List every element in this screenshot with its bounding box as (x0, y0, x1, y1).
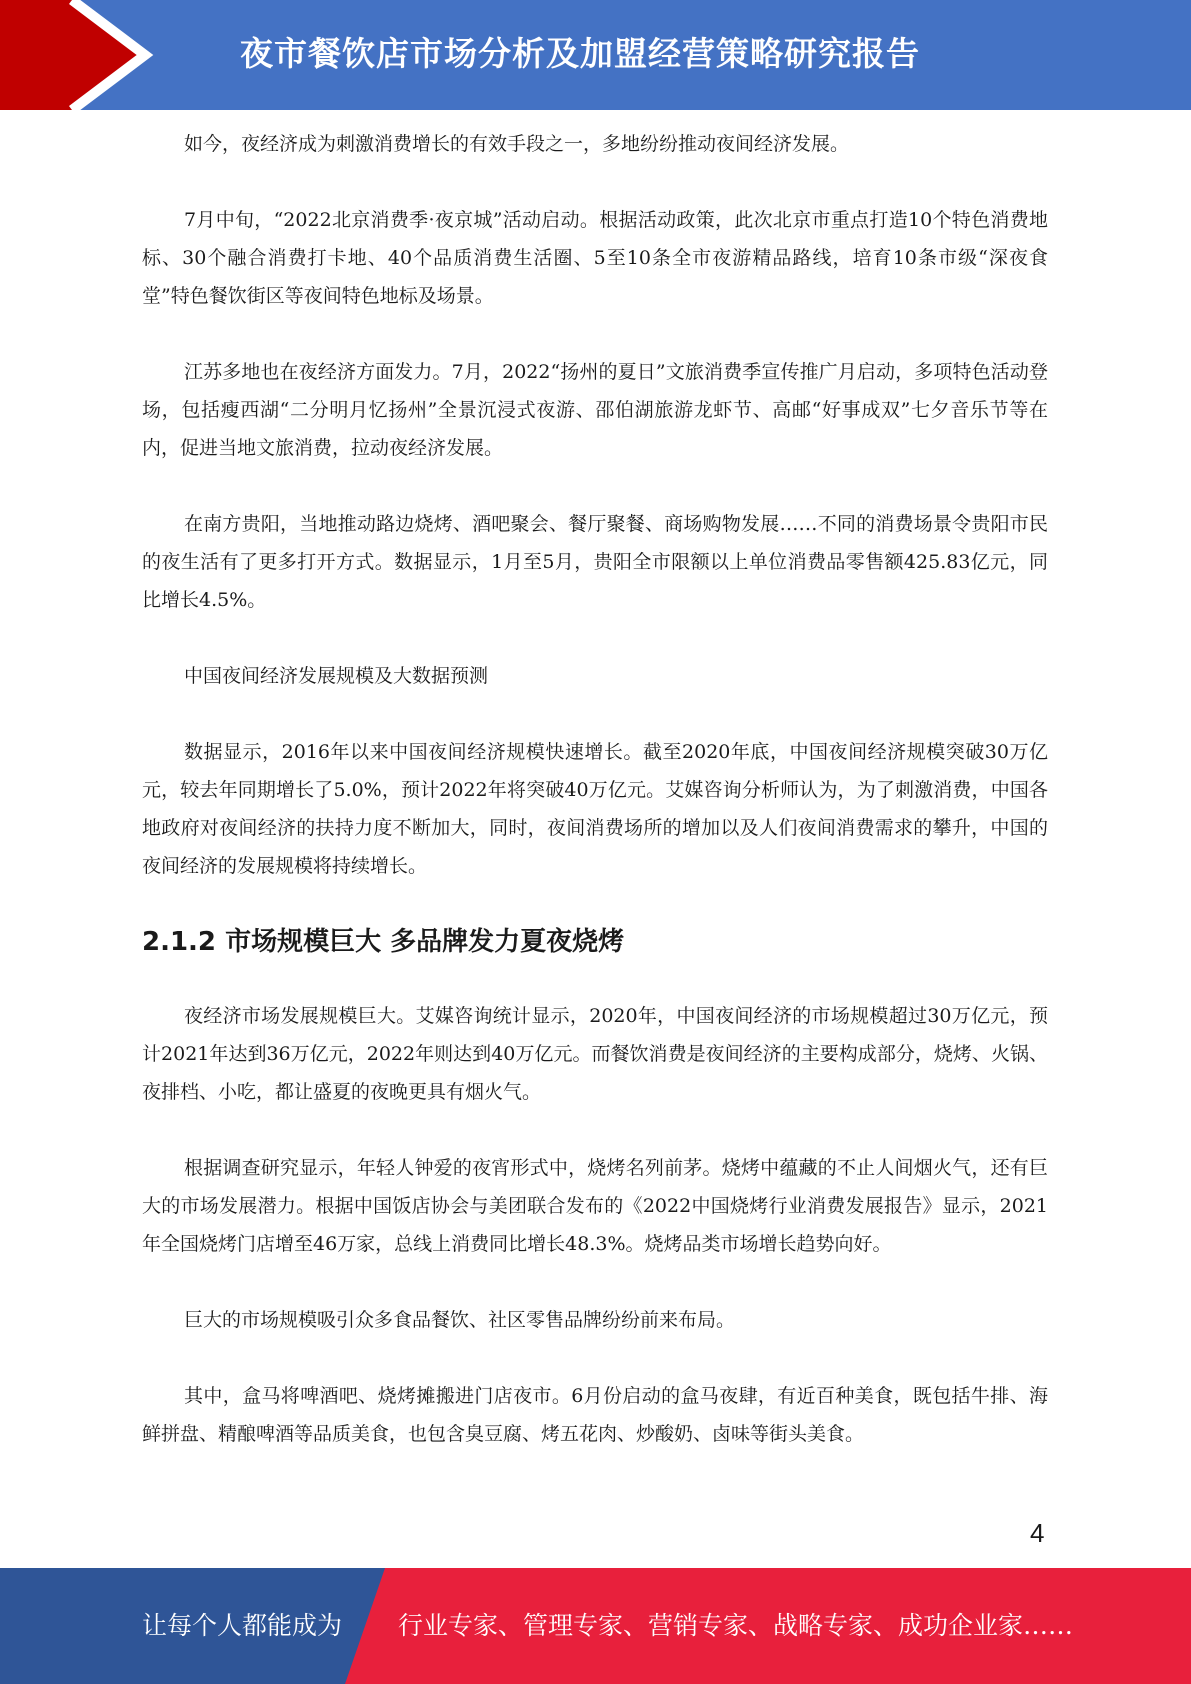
paragraph: 7月中旬，“2022北京消费季·夜京城”活动启动。根据活动政策，此次北京市重点打造10个特色消费地标、30个融合消费打卡地、40个品质消费生活圈、5至10条全市夜游精品路线，培育10条市级“深夜食堂”特色餐饮街区等夜间特色地标及场景。 (142, 209, 1048, 307)
page-footer (0, 1568, 1191, 1684)
page-number: 4 (1030, 1518, 1045, 1548)
paragraph: 在南方贵阳，当地推动路边烧烤、酒吧聚会、餐厅聚餐、商场购物发展……不同的消费场景令贵阳市民的夜生活有了更多打开方式。数据显示，1月至5月，贵阳全市限额以上单位消费品零售额425.83亿元，同比增长4.5%。 (142, 513, 1048, 611)
paragraph: 数据显示，2016年以来中国夜间经济规模快速增长。截至2020年底，中国夜间经济规模突破30万亿元，较去年同期增长了5.0%，预计2022年将突破40万亿元。艾媒咨询分析师认为，为了刺激消费，中国各地政府对夜间经济的扶持力度不断加大，同时，夜间消费场所的增加以及人们夜间消费需求的攀升，中国的夜间经济的发展规模将持续增长。 (142, 741, 1048, 877)
paragraph: 如今，夜经济成为刺激消费增长的有效手段之一，多地纷纷推动夜间经济发展。 (184, 133, 850, 155)
paragraph: 其中，盒马将啤酒吧、烧烤摊搬进门店夜市。6月份启动的盒马夜肆，有近百种美食，既包括牛排、海鲜拼盘、精酿啤酒等品质美食，也包含臭豆腐、烤五花肉、炒酸奶、卤味等街头美食。 (142, 1385, 1048, 1445)
report-title: 夜市餐饮店市场分析及加盟经营策略研究报告 (240, 34, 920, 73)
footer-slogan-left: 让每个人都能成为 (142, 1611, 343, 1640)
document-body (142, 125, 1048, 1491)
section-heading: 2.1.2 市场规模巨大 多品牌发力夏夜烧烤 (142, 927, 625, 957)
paragraph: 根据调查研究显示，年轻人钟爱的夜宵形式中，烧烤名列前茅。烧烤中蕴藏的不止人间烟火气，还有巨大的市场发展潜力。根据中国饭店协会与美团联合发布的《2022中国烧烤行业消费发展报告》显示，2021年全国烧烤门店增至46万家，总线上消费同比增长48.3%。烧烤品类市场增长趋势向好。 (142, 1157, 1048, 1255)
page-header (0, 0, 1191, 110)
paragraph: 夜经济市场发展规模巨大。艾媒咨询统计显示，2020年，中国夜间经济的市场规模超过30万亿元，预计2021年达到36万亿元，2022年则达到40万亿元。而餐饮消费是夜间经济的主要构成部分，烧烤、火锅、夜排档、小吃，都让盛夏的夜晚更具有烟火气。 (142, 1005, 1048, 1103)
paragraph: 中国夜间经济发展规模及大数据预测 (184, 665, 489, 687)
footer-slogan-right: 行业专家、管理专家、营销专家、战略专家、成功企业家…… (398, 1611, 1074, 1640)
paragraph: 江苏多地也在夜经济方面发力。7月，2022“扬州的夏日”文旅消费季宣传推广月启动，多项特色活动登场，包括瘦西湖“二分明月忆扬州”全景沉浸式夜游、邵伯湖旅游龙虾节、高邮“好事成双”七夕音乐节等在内，促进当地文旅消费，拉动夜经济发展。 (142, 361, 1048, 459)
paragraph: 巨大的市场规模吸引众多食品餐饮、社区零售品牌纷纷前来布局。 (184, 1309, 736, 1331)
